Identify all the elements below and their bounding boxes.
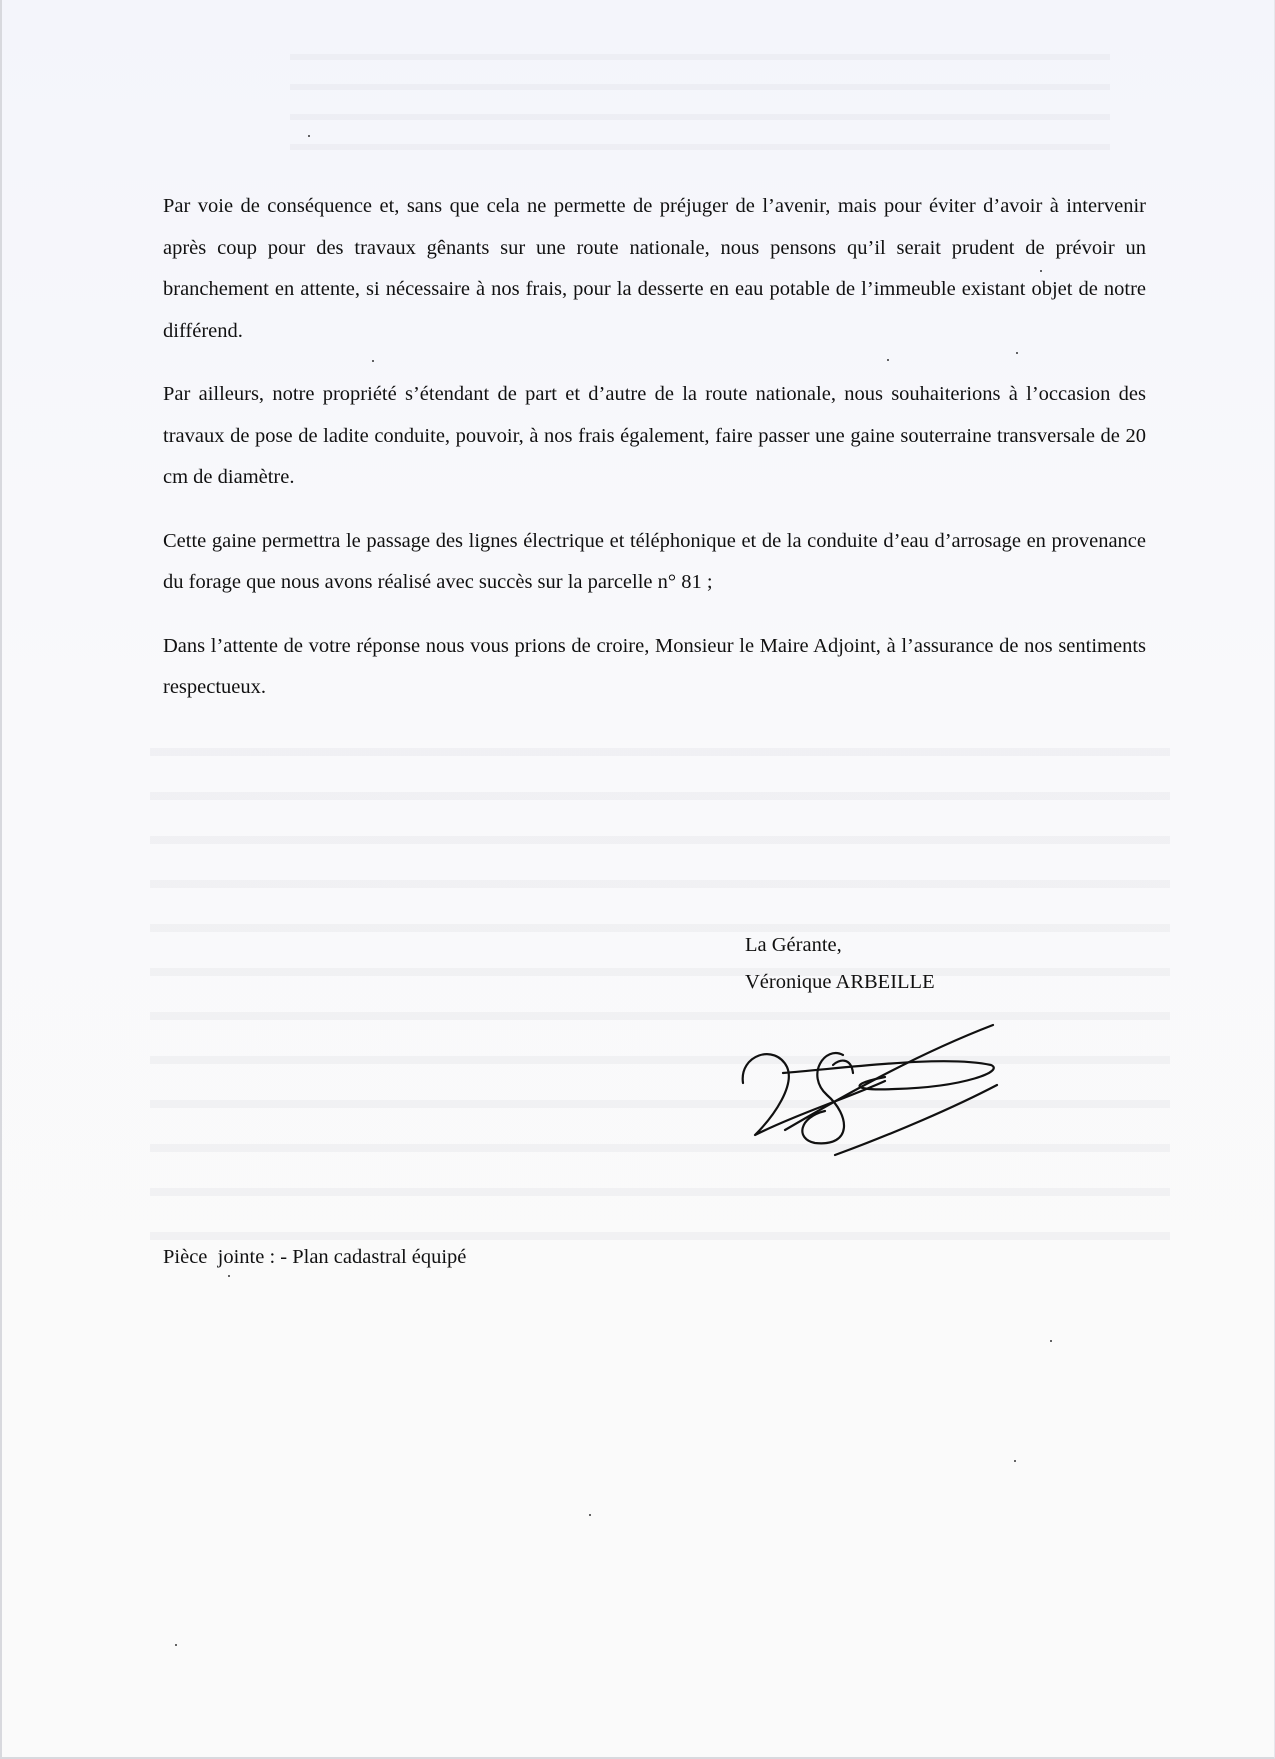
paragraph-formule-politesse: Dans l’attente de votre réponse nous vous prions de croire, Monsieur le Maire Adjoint, à l’assurance de nos sentiments respectueux. (163, 634, 1146, 698)
signoff-block (745, 927, 935, 1001)
paragraph-branchement: Par voie de conséquence et, sans que cela ne permette de préjuger de l’avenir, mais pour éviter d’avoir à intervenir après coup pour des travaux gênants sur une route nationale, nous pensons qu’il serait prudent de prévoir un branchement en attente, si nécessaire à nos frais, pour la desserte en eau potable de l’immeuble existant objet de notre différend. (163, 195, 1146, 342)
bleed-through-top (290, 40, 1110, 150)
handwritten-signature (735, 1015, 1015, 1195)
scan-speck (372, 360, 374, 362)
signature-stroke-tail (835, 1085, 997, 1155)
signatory-role: La Gérante, (745, 934, 842, 956)
paragraph-gaine-souterraine: Par ailleurs, notre propriété s’étendant de part et d’autre de la route nationale, nous souhaiterions à l’occasion des travaux de pose de ladite conduite, pouvoir, à nos frais également, faire passer une gaine souterraine transversale de 20 cm de diamètre. (163, 383, 1146, 488)
signature-stroke-s (802, 1053, 844, 1143)
signature-stroke-swoosh (783, 1061, 994, 1089)
scan-speck (1040, 270, 1042, 272)
scan-speck (1016, 352, 1018, 354)
paragraph-passage-lignes: Cette gaine permettra le passage des lignes électrique et téléphonique et de la conduite d’eau d’arrosage en provenance du forage que nous avons réalisé avec succès sur la parcelle n° 81 ; (163, 529, 1146, 593)
bleed-through-text (150, 720, 1170, 1240)
scan-speck (887, 359, 889, 361)
scan-speck (1014, 1460, 1016, 1462)
scan-speck (228, 1275, 230, 1277)
attachment-line: Pièce jointe : - Plan cadastral équipé (163, 1246, 467, 1268)
scan-speck (175, 1644, 177, 1646)
letter-body (163, 186, 1146, 731)
scan-speck (1050, 1340, 1052, 1342)
scan-speck (308, 135, 310, 137)
signatory-name: Véronique ARBEILLE (745, 971, 935, 993)
scan-speck (589, 1514, 591, 1516)
